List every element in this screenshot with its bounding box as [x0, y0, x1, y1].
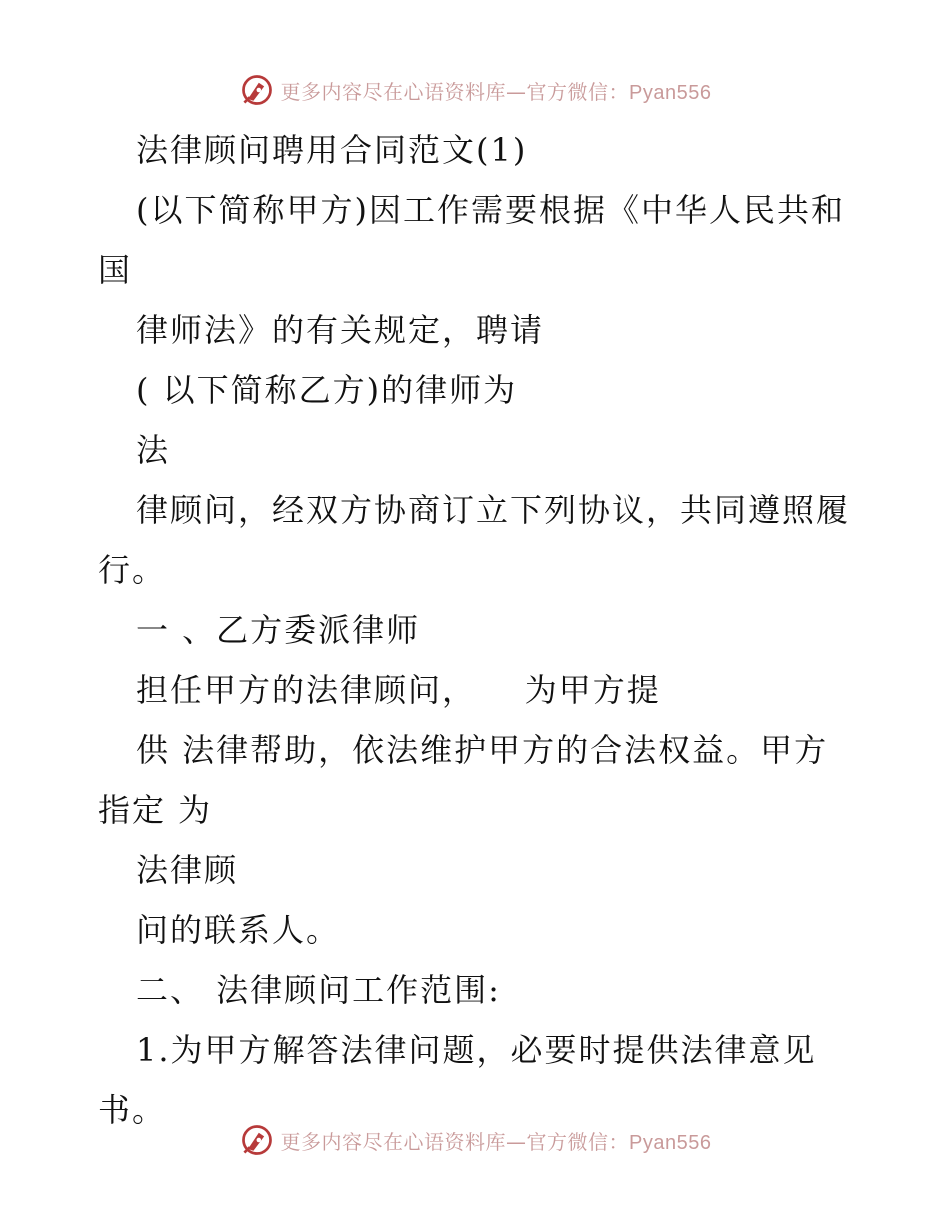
section-heading-2: 二、 法律顾问工作范围:	[136, 971, 501, 1009]
footer-banner	[0, 1118, 950, 1162]
banner-wechat-id: Pyan556	[629, 1131, 712, 1154]
doc-line: 供 法律帮助，依法维护甲方的合法权益。甲方	[136, 731, 829, 769]
doc-line: 指定 为	[98, 791, 213, 829]
doc-line: 律顾问，经双方协商订立下列协议，共同遵照履	[136, 491, 851, 529]
doc-line: 问的联系人。	[136, 911, 341, 949]
doc-line: ( 以下简称乙方)的律师为	[136, 371, 518, 409]
doc-title: 法律顾问聘用合同范文(1)	[136, 131, 528, 169]
doc-line: 行。	[98, 551, 167, 589]
doc-line: 律师法》的有关规定，聘请	[136, 311, 545, 349]
doc-line: 担任甲方的法律顾问， 为甲方提	[136, 671, 661, 709]
pen-nib-logo-icon	[239, 72, 275, 108]
section-heading-1: 一 、乙方委派律师	[136, 611, 421, 649]
header-banner	[0, 68, 950, 112]
banner-text	[281, 76, 712, 105]
banner-main-text: 更多内容尽在心语资料库—官方微信：	[280, 79, 630, 104]
doc-line: 1.为甲方解答法律问题，必要时提供法律意见	[136, 1031, 817, 1069]
doc-line: 书。	[98, 1091, 167, 1129]
doc-line: 法	[136, 431, 171, 469]
banner-text	[281, 1126, 712, 1155]
doc-line: 国	[98, 251, 133, 289]
banner-wechat-id: Pyan556	[629, 81, 712, 104]
doc-line: 法律顾	[136, 851, 239, 889]
banner-main-text: 更多内容尽在心语资料库—官方微信：	[280, 1129, 630, 1154]
pen-nib-logo-icon	[239, 1122, 275, 1158]
doc-line: (以下简称甲方)因工作需要根据《中华人民共和	[136, 191, 845, 229]
document-body	[98, 120, 858, 1140]
